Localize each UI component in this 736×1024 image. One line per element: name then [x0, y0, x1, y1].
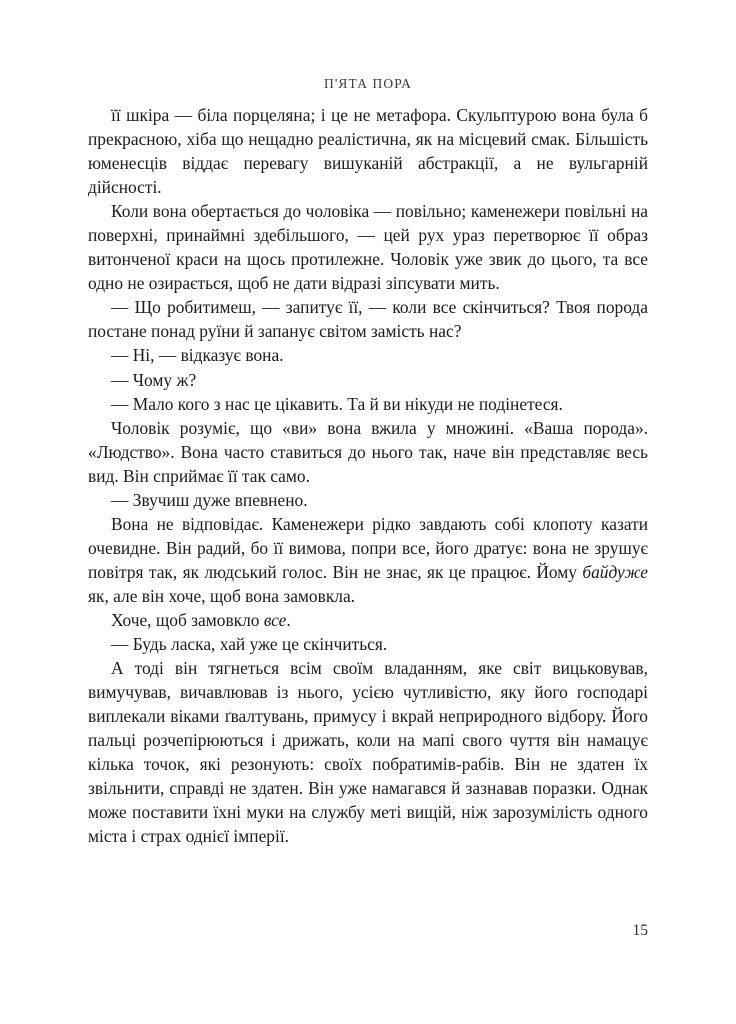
emphasized-word: байдуже — [582, 561, 648, 582]
dialogue-line: — Будь ласка, хай уже це скінчиться. — [111, 634, 388, 655]
running-head: П'ЯТА ПОРА — [324, 76, 412, 91]
dialogue-line: — Що робитимеш, — запитує її, — коли все скінчиться? Твоя порода постане понад руїни й запанує світом замість нас? — [88, 297, 648, 342]
dialogue-line: — Ні, — відказує вона. — [111, 345, 284, 366]
paragraph-with-emphasis: Хоче, щоб замовкло все. — [111, 609, 291, 630]
paragraph: Чоловік розуміє, що «ви» вона вжила у множині. «Ваша порода». «Людство». Вона часто ставиться до нього так, наче він представляє весь вид. Він сприймає її так само. — [88, 417, 648, 486]
paragraph: Коли вона обертається до чоловіка — повільно; каменежери повільні на поверхні, принаймні здебільшого, — цей рух ураз перетворює її образ витонченої краси на щось протилежне. Чоловік уже звик до цього, та все одно не озирається, щоб не дати відразі зіпсувати мить. — [88, 201, 648, 294]
page-number: 15 — [632, 922, 648, 939]
dialogue-line: — Звучиш дуже впевнено. — [111, 489, 308, 510]
paragraph-continued: її шкіра — біла порцеляна; і це не метафора. Скульптурою вона була б прекрасною, хіба що нещадно реалістична, як на місцевий смак. Більшість юменесців віддає перевагу вишуканій абстракції, а не вульгарній дійсності. — [88, 105, 648, 198]
dialogue-line: — Мало кого з нас це цікавить. Та й ви нікуди не подінетеся. — [111, 393, 563, 414]
dialogue-line: — Чому ж? — [111, 369, 197, 390]
paragraph: А тоді він тягнеться всім своїм владанням, яке світ вицьковував, вимучував, вичавлював із нього, усією чутливістю, яку його господарі виплекали віками ґвалтувань, примусу і вкрай неприродного відбору. Його пальці розчепірюються і дрижать, коли на мапі свого чуття він намацує кілька точок, які резонують: своїх побратимів-рабів. Він не здатен їх звільнити, справді не здатен. Він уже намагався й зазнавав поразки. Однак може поставити їхні муки на службу меті вищій, ніж зарозумілість одного міста і страх однієї імперії. — [88, 658, 648, 847]
body-text-block — [88, 103, 648, 848]
paragraph-with-emphasis: Вона не відповідає. Каменежери рідко завдають собі клопоту казати очевидне. Він радий, бо її вимова, попри все, його дратує: вона не зрушує повітря так, як людський голос. Він не знає, як це працює. Йому байдуже як, але він хоче, щоб вона замовкла. — [88, 513, 648, 606]
emphasized-word: все — [263, 609, 287, 630]
